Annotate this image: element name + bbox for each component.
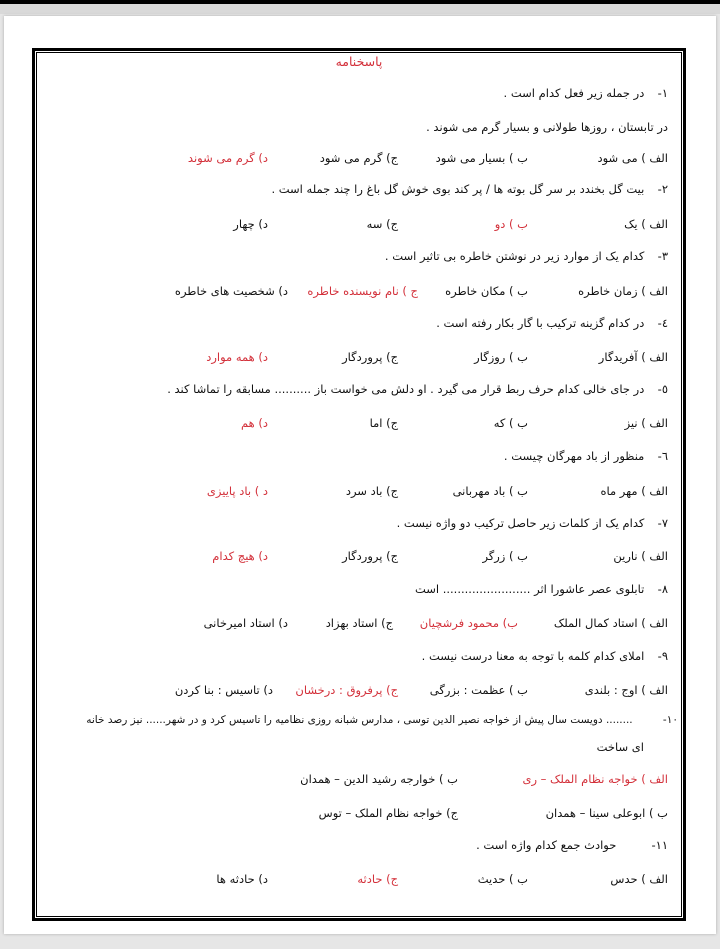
question-number: ۹- (657, 649, 668, 663)
option-a: الف ) زمان خاطره (578, 284, 668, 298)
question-number: ٤- (657, 316, 668, 330)
question-6 (504, 449, 668, 463)
question-4-options (50, 350, 668, 368)
question-text: حوادث جمع کدام واژه است . (476, 838, 617, 852)
option-c: ج) اما (369, 416, 398, 430)
question-2-options (50, 217, 668, 235)
option-a: الف ) یک (624, 217, 668, 231)
option-d-correct: د) هیچ کدام (212, 549, 268, 563)
question-text: در جای خالی کدام حرف ربط قرار می گیرد . او دلش می خواست باز .......... مسابقه را تماشا کند . (167, 382, 645, 396)
question-number: ٥- (657, 382, 668, 396)
option-d-correct: د) هم (241, 416, 268, 430)
option-d: د) تاسیس : بنا کردن (174, 683, 273, 697)
question-10 (86, 714, 678, 726)
option-a: الف ) مهر ماه (600, 484, 668, 498)
question-8-options (50, 616, 668, 634)
option-d: د) حادثه ها (216, 872, 268, 886)
option-a-correct: الف ) خواجه نظام الملک – ری (522, 772, 668, 786)
option-c-correct: ج) حادثه (357, 872, 398, 886)
option-c-correct: ج) پرفروق : درخشان (295, 683, 398, 697)
question-3 (385, 249, 668, 263)
option-b-correct: ب) محمود فرشچیان (419, 616, 518, 630)
question-text: منظور از باد مهرگان چیست . (503, 449, 645, 463)
option-d: د) چهار (233, 217, 268, 231)
option-a: الف ) اوج : بلندی (584, 683, 668, 697)
question-text: کدام یک از موارد زیر در نوشتن خاطره بی تاثیر است . (384, 249, 645, 263)
option-a: الف ) آفریدگار (598, 350, 668, 364)
answer-sheet (36, 52, 682, 917)
question-10-continued: ای ساخت (596, 740, 644, 754)
option-a: الف ) نیز (624, 416, 668, 430)
question-1-sentence: در تابستان ، روزها طولانی و بسیار گرم می شوند . (426, 120, 668, 134)
option-d-correct: د) همه موارد (206, 350, 268, 364)
question-5 (167, 382, 668, 396)
option-b: ب ) بسیار می شود (435, 151, 528, 165)
question-number: ۷- (657, 516, 668, 530)
question-8 (415, 582, 668, 596)
question-9-options (50, 683, 668, 701)
question-number: ۱- (657, 86, 668, 100)
option-b-correct: ب ) دو (494, 217, 528, 231)
question-3-options (50, 284, 668, 302)
option-c: ج) پروردگار (342, 350, 398, 364)
option-c: ج) سه (366, 217, 398, 231)
question-text: ........ دویست سال پیش از خواجه نصیر الدین توسی ، مدارس شبانه روزی نظامیه را تاسیس کرد و در شهر...... نیز رصد خانه (86, 714, 633, 726)
question-number: ۲- (657, 182, 668, 196)
question-text: کدام یک از کلمات زیر حاصل ترکیب دو واژه نیست . (396, 516, 645, 530)
question-text: تابلوی عصر عاشورا اثر ........................ است (414, 582, 645, 596)
option-c: ج) گرم می شود (319, 151, 398, 165)
option-b: ب ) روزگار (474, 350, 528, 364)
option-c: ج) پروردگار (342, 549, 398, 563)
option-d-correct: د ) باد پاییزی (206, 484, 268, 498)
option-a: الف ) نارین (613, 549, 668, 563)
question-10-options-row-1 (50, 772, 668, 790)
question-7-options (50, 549, 668, 567)
question-2 (271, 182, 668, 196)
option-c: ج) استاد بهزاد (325, 616, 393, 630)
question-6-options (50, 484, 668, 502)
option-b: ب ) زرگر (482, 549, 528, 563)
question-number: ۱۱- (651, 838, 668, 852)
option-b: ب ) حدیث (477, 872, 528, 886)
question-9 (422, 649, 668, 663)
option-b: ب ) باد مهربانی (452, 484, 528, 498)
question-number: ۸- (657, 582, 668, 596)
option-d: د) شخصیت های خاطره (174, 284, 288, 298)
question-1-options (50, 151, 668, 169)
page-title: پاسخنامه (335, 54, 383, 69)
option-b: ب ) عظمت : بزرگی (429, 683, 528, 697)
question-text: در جمله زیر فعل کدام است . (503, 86, 645, 100)
question-11-options (50, 872, 668, 890)
option-b-alt: ب ) ابوعلی سینا – همدان (545, 806, 668, 820)
question-10-options-row-2 (50, 806, 668, 824)
question-text: در کدام گزینه ترکیب با گار بکار رفته است . (436, 316, 645, 330)
option-d-correct: د) گرم می شوند (187, 151, 268, 165)
question-7 (397, 516, 668, 530)
question-1 (504, 86, 668, 100)
option-d: د) استاد امیرخانی (203, 616, 288, 630)
question-5-options (50, 416, 668, 434)
option-a: الف ) حدس (610, 872, 668, 886)
option-a: الف ) استاد کمال الملک (553, 616, 668, 630)
option-c: ج) خواجه نظام الملک – توس (318, 806, 458, 820)
question-number: ٦- (657, 449, 668, 463)
question-text: بیت گل بخندد بر سر گل بوته ها / پر کند بوی خوش گل باغ را چند جمله است . (271, 182, 645, 196)
question-text: املای کدام کلمه با توجه به معنا درست نیست . (421, 649, 645, 663)
option-b: ب ) که (493, 416, 528, 430)
question-number: ۱۰- (662, 714, 678, 726)
question-4 (436, 316, 668, 330)
option-c: ج) باد سرد (345, 484, 398, 498)
option-b: ب ) خوارجه رشید الدین – همدان (300, 772, 458, 786)
top-gap (0, 4, 720, 14)
option-a: الف ) می شود (597, 151, 668, 165)
option-b: ب ) مکان خاطره (445, 284, 528, 298)
question-number: ۳- (657, 249, 668, 263)
question-11 (476, 838, 668, 852)
option-c-correct: ج ) نام نویسنده خاطره (307, 284, 418, 298)
